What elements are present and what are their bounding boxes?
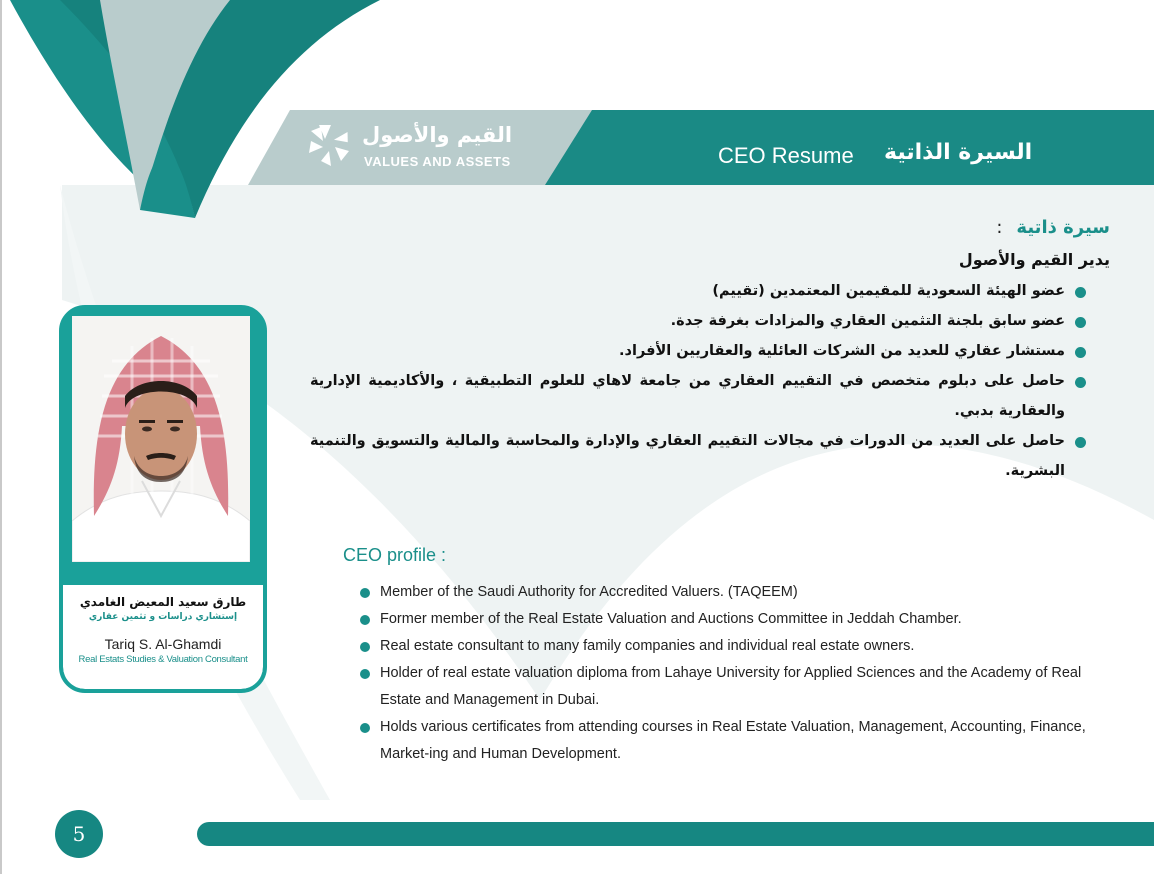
arabic-bio-item: حاصل على دبلوم متخصص في التقييم العقاري من جامعة لاهاي للعلوم التطبيقية ، والأكاديمية الإدارية والعقارية بدبي.: [310, 366, 1110, 426]
ceo-profile-item: Former member of the Real Estate Valuation and Auctions Committee in Jeddah Chamber.: [360, 606, 1120, 633]
banner-title-english: CEO Resume: [718, 143, 854, 168]
profile-title-arabic: إستشاري دراسات و تثمين عقاري: [88, 612, 238, 622]
ceo-profile-item: Holds various certificates from attending courses in Real Estate Valuation, Management, Accounting, Finance, Market-ing and Human Development.: [360, 714, 1120, 768]
ceo-profile-list: [360, 579, 1120, 768]
arabic-bio-section: [310, 212, 1110, 486]
profile-card-info: [63, 585, 263, 689]
portrait-illustration: [72, 316, 250, 562]
logo-english-text: VALUES AND ASSETS: [364, 154, 511, 169]
profile-name-arabic: طارق سعيد المعيض الغامدي: [79, 595, 247, 609]
ceo-photo: [72, 316, 250, 562]
ceo-profile-item: Holder of real estate valuation diploma from Lahaye University for Applied Sciences and the Academy of Real Estate and Management in Dubai.: [360, 660, 1120, 714]
arabic-bio-heading: [310, 212, 1110, 244]
banner-title-arabic: السيرة الذاتية: [884, 140, 1033, 165]
footer-bar: [197, 822, 1154, 846]
arabic-bio-list: [310, 276, 1110, 486]
ceo-profile-item: Member of the Saudi Authority for Accredited Valuers. (TAQEEM): [360, 579, 1120, 606]
arabic-bio-item: حاصل على العديد من الدورات في مجالات التقييم العقاري والإدارة والمحاسبة والمالية والتسويق والتنمية البشرية.: [310, 426, 1110, 486]
profile-title-english: Real Estats Studies & Valuation Consultant: [78, 654, 248, 665]
page-number-badge: 5: [55, 810, 103, 858]
arabic-bio-item: مستشار عقاري للعديد من الشركات العائلية والعقاريين الأفراد.: [310, 336, 1110, 366]
ceo-profile-item: Real estate consultant to many family companies and individual real estate owners.: [360, 633, 1120, 660]
logo-arabic-text: القيم والأصول: [362, 123, 513, 147]
arabic-bio-subtitle: يدير القيم والأصول: [958, 250, 1110, 269]
arabic-bio-item: عضو سابق بلجنة التثمين العقاري والمزادات بغرفة جدة.: [310, 306, 1110, 336]
profile-card: [59, 305, 267, 693]
arabic-heading-colon: :: [996, 217, 1003, 238]
profile-name-english: Tariq S. Al-Ghamdi: [104, 636, 222, 652]
arabic-heading-text: سيرة ذاتية: [1016, 217, 1110, 238]
arabic-bio-item: عضو الهيئة السعودية للمقيمين المعتمدين (تقييم): [310, 276, 1110, 306]
ceo-profile-heading: CEO profile :: [343, 545, 447, 565]
